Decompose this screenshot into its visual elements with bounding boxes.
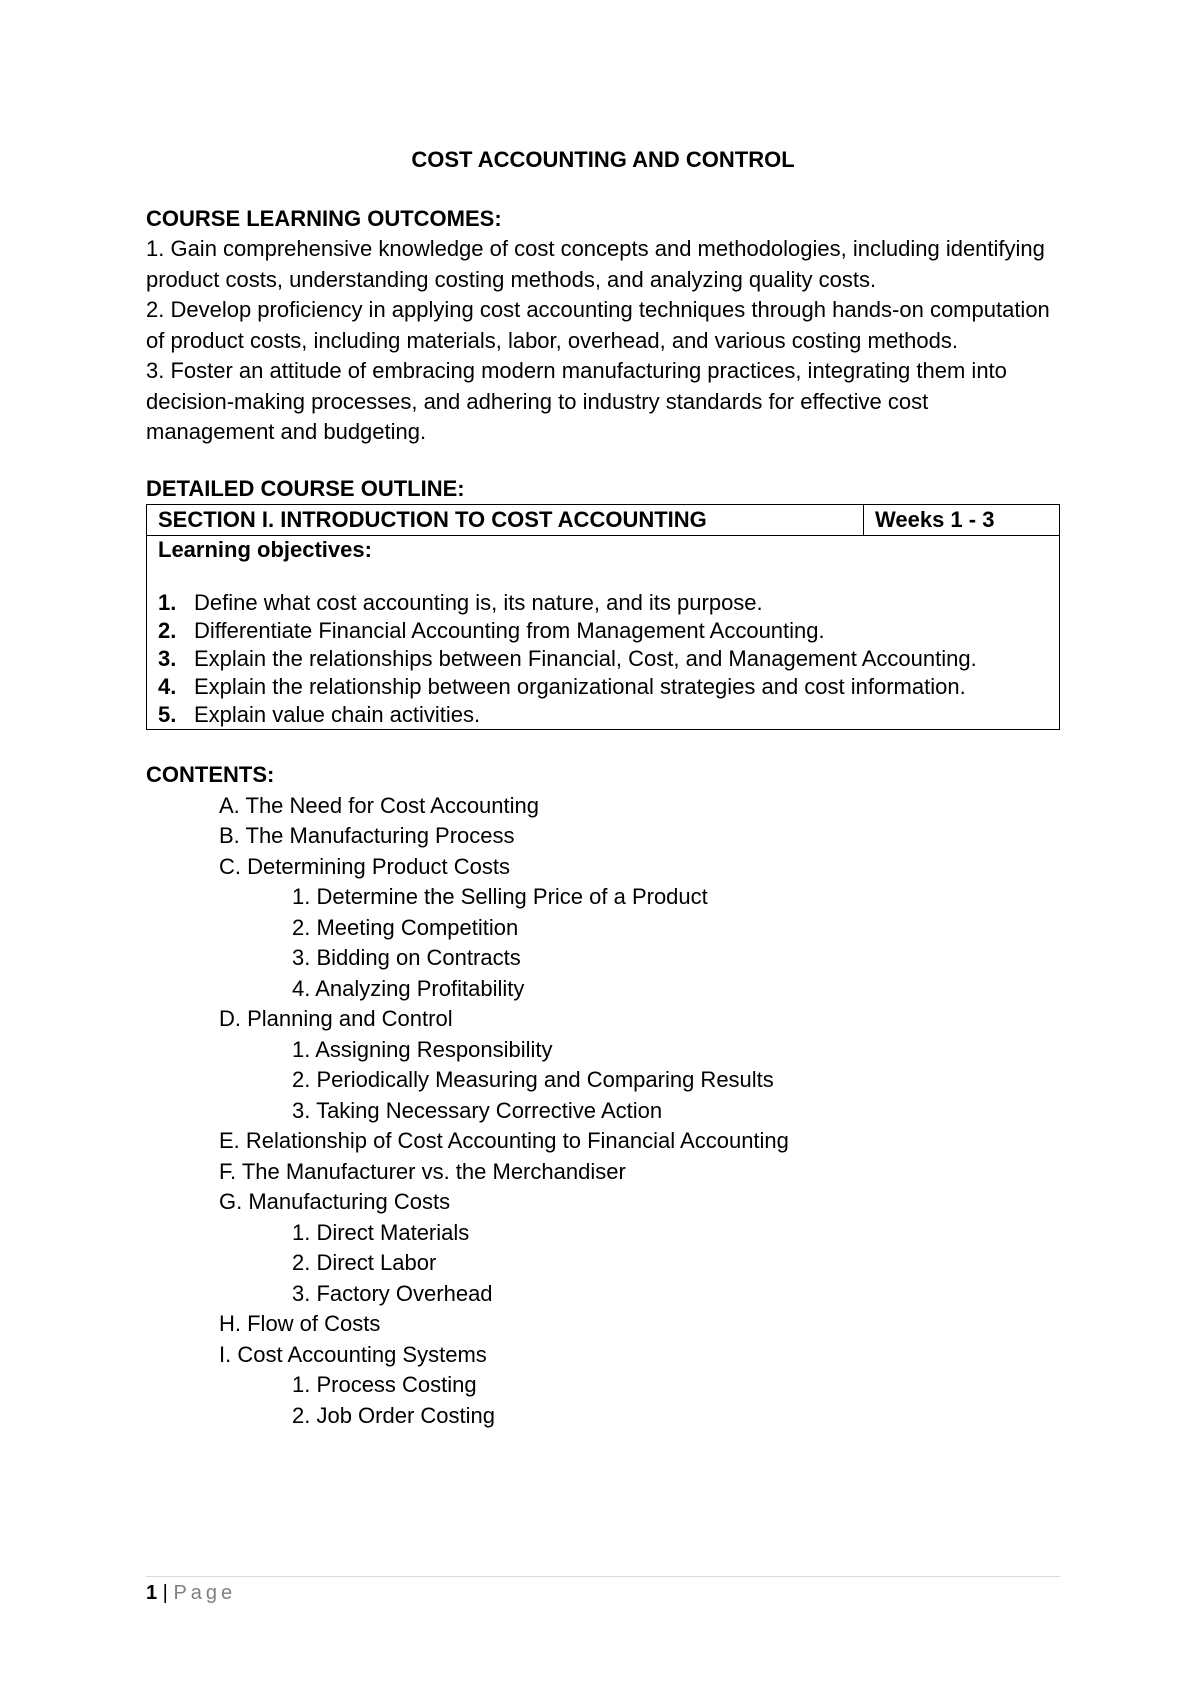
contents-section: [146, 760, 1060, 1431]
contents-item: A. The Need for Cost Accounting: [219, 792, 539, 818]
objective-item: [158, 701, 1048, 729]
page-number: 1: [146, 1582, 158, 1604]
contents-subitem: 1. Direct Materials: [292, 1219, 470, 1245]
contents-item: B. The Manufacturing Process: [219, 823, 515, 848]
contents-subitem: 1. Assigning Responsibility: [292, 1036, 553, 1062]
contents-item: D. Planning and Control: [219, 1006, 453, 1031]
objective-text: Explain value chain activities.: [194, 702, 481, 727]
contents-subitem: 3. Bidding on Contracts: [292, 945, 521, 970]
objective-number: 4.: [158, 674, 177, 699]
page-label: Page: [173, 1582, 237, 1604]
contents-item: H. Flow of Costs: [219, 1311, 381, 1336]
objective-text: Explain the relationships between Financial, Cost, and Management Accounting.: [194, 646, 977, 671]
objective-number: 1.: [158, 590, 177, 615]
contents-item: I. Cost Accounting Systems: [219, 1341, 487, 1367]
objective-item: [158, 617, 1048, 645]
objective-text: Differentiate Financial Accounting from Management Accounting.: [194, 618, 825, 643]
contents-subitem: 2. Job Order Costing: [292, 1402, 495, 1428]
contents-subitem: 3. Factory Overhead: [292, 1280, 493, 1306]
outline-objectives-row: [147, 536, 1060, 730]
objective-item: [158, 645, 1048, 673]
objectives-list: [158, 589, 1048, 729]
objective-item: [158, 673, 1048, 701]
learning-outcome-item: 3. Foster an attitude of embracing modern manufacturing practices, integrating them into decision-making processes, and adhering to industry standards for effective cost management and budgeting.: [146, 358, 1007, 444]
section-weeks: Weeks 1 - 3: [864, 505, 1060, 536]
learning-outcome-item: 2. Develop proficiency in applying cost accounting techniques through hands-on computation of product costs, including materials, labor, overhead, and various costing methods.: [146, 297, 1050, 353]
document-title: COST ACCOUNTING AND CONTROL: [411, 147, 795, 172]
objective-number: 5.: [158, 702, 177, 727]
outline-table: [146, 504, 1060, 730]
objective-number: 3.: [158, 646, 177, 671]
contents-subitem: 2. Direct Labor: [292, 1250, 437, 1275]
learning-outcomes-heading: COURSE LEARNING OUTCOMES:: [146, 205, 502, 231]
contents-list: [146, 791, 1060, 1432]
objective-number: 2.: [158, 618, 177, 643]
objectives-cell: [147, 536, 1060, 730]
outline-header-row: [147, 505, 1060, 536]
learning-outcome-item: 1. Gain comprehensive knowledge of cost concepts and methodologies, including identifying product costs, understanding costing methods, and analyzing quality costs.: [146, 236, 1045, 292]
contents-item: E. Relationship of Cost Accounting to Financial Accounting: [219, 1128, 789, 1153]
contents-item: G. Manufacturing Costs: [219, 1189, 451, 1214]
contents-subitem: 2. Periodically Measuring and Comparing Results: [292, 1067, 774, 1092]
objective-text: Explain the relationship between organizational strategies and cost information.: [194, 674, 966, 699]
page-footer: [146, 1582, 236, 1605]
contents-heading: CONTENTS:: [146, 762, 275, 787]
contents-subitem: 2. Meeting Competition: [292, 914, 519, 940]
objectives-label: Learning objectives:: [158, 537, 372, 562]
learning-outcomes-section: [146, 204, 1060, 448]
contents-item: F. The Manufacturer vs. the Merchandiser: [219, 1158, 626, 1184]
objective-text: Define what cost accounting is, its nature, and its purpose.: [194, 590, 763, 615]
contents-subitem: 3. Taking Necessary Corrective Action: [292, 1097, 663, 1123]
course-outline-heading: DETAILED COURSE OUTLINE:: [146, 475, 465, 501]
section-title: SECTION I. INTRODUCTION TO COST ACCOUNTING: [147, 505, 864, 536]
footer-separator: |: [157, 1582, 174, 1604]
contents-subitem: 4. Analyzing Profitability: [292, 975, 525, 1001]
page-content: [146, 145, 1060, 1431]
contents-subitem: 1. Process Costing: [292, 1372, 477, 1397]
contents-subitem: 1. Determine the Selling Price of a Product: [292, 884, 708, 909]
footer-divider: [146, 1576, 1060, 1577]
course-outline-section: [146, 474, 1060, 731]
contents-item: C. Determining Product Costs: [219, 853, 510, 879]
objective-item: [158, 589, 1048, 617]
